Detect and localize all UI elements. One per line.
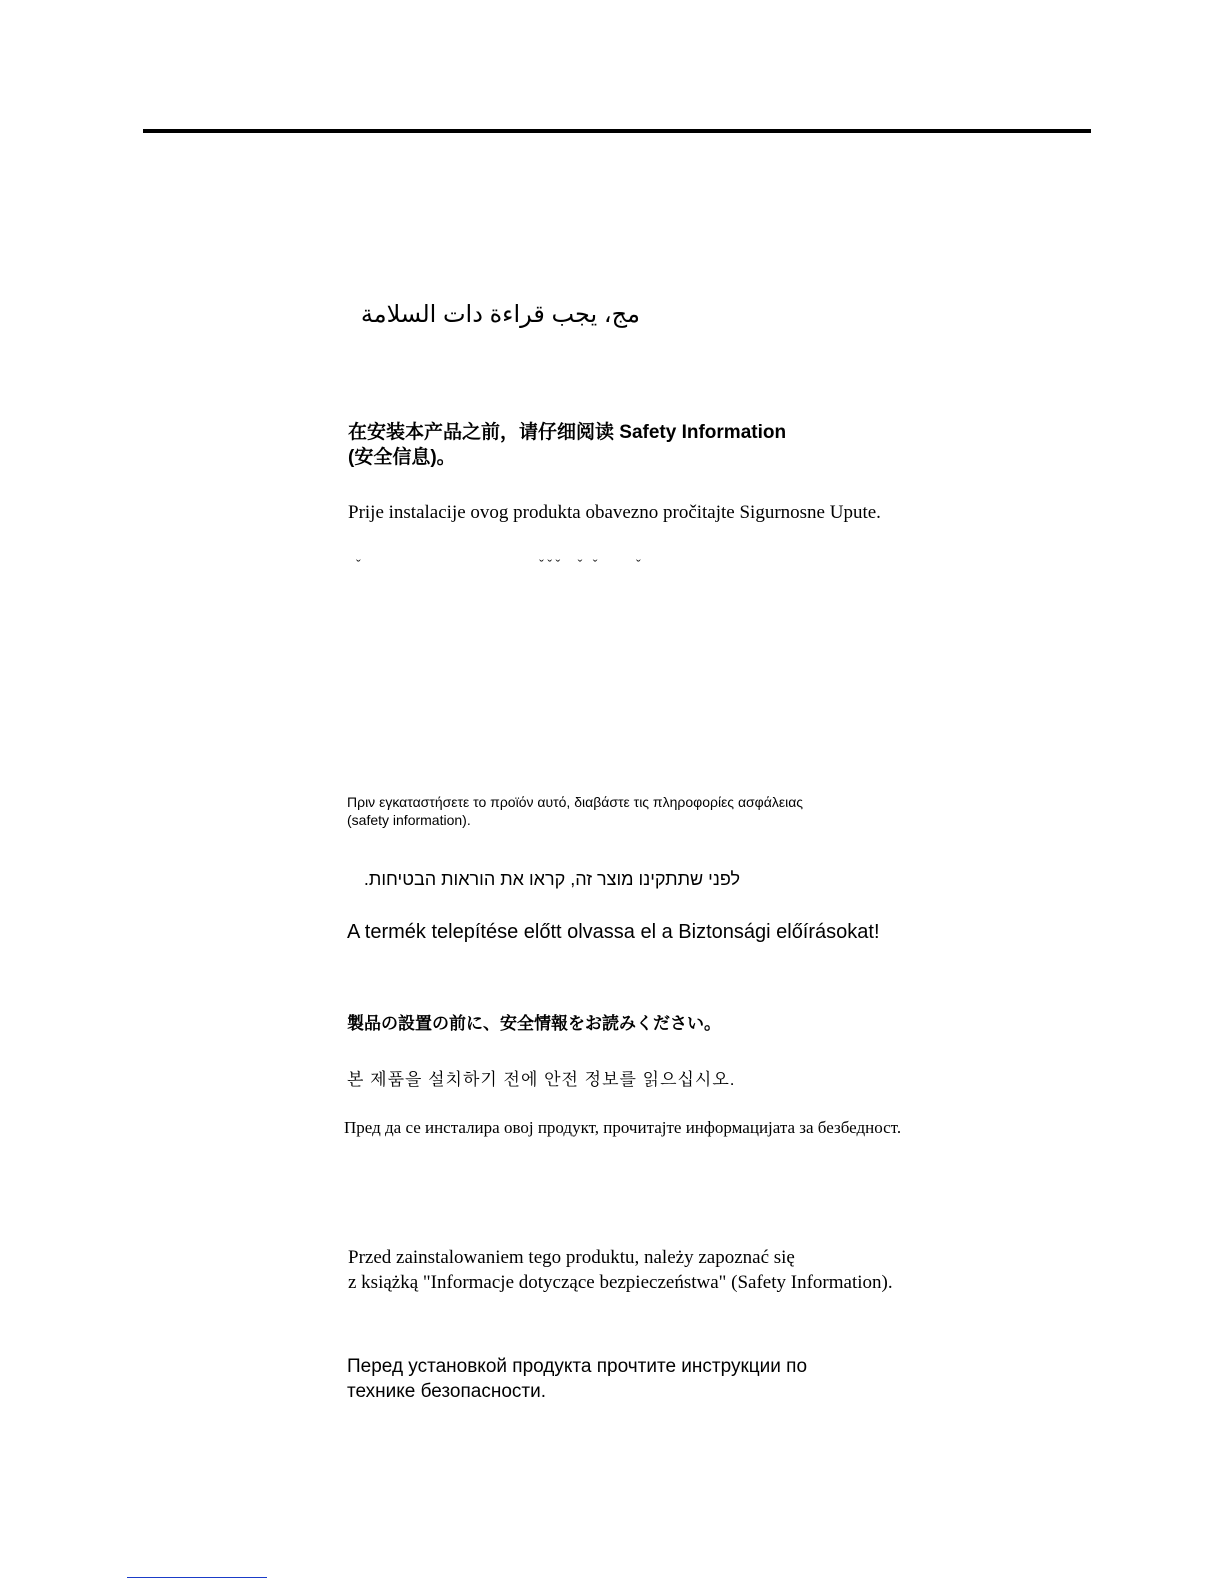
notice-chinese-line-2: (安全信息)。 <box>348 447 456 468</box>
footer-link-underline <box>127 1577 267 1578</box>
notice-polish-line-2: z książką "Informacje dotyczące bezpieczeństwa" (Safety Information). <box>348 1272 893 1293</box>
notice-macedonian: Пред да се инсталира овој продукт, прочитајте информацијата за безбедност. <box>344 1118 902 1137</box>
notice-russian <box>347 1354 807 1404</box>
notice-arabic: مج، يجب قراءة دات السلامة <box>360 301 640 328</box>
notice-polish <box>348 1245 893 1295</box>
notice-russian-line-1: Перед установкой продукта прочтите инструкции по <box>347 1356 808 1377</box>
notice-japanese: 製品の設置の前に、安全情報をお読みください。 <box>347 1014 721 1033</box>
notice-korean: 본 제품을 설치하기 전에 안전 정보를 읽으십시오. <box>347 1070 736 1089</box>
notice-chinese <box>348 420 786 470</box>
notice-hungarian: A termék telepítése előtt olvassa el a Biztonsági előírásokat! <box>347 921 880 943</box>
notice-russian-line-2: технике безопасности. <box>347 1381 547 1402</box>
notice-czech-fragment: ˇ ˇ ˇ ˇ ˇ ˇ ˇ <box>356 558 641 573</box>
notice-greek-line-1: Πριν εγκαταστήσετε το προϊόν αυτό, διαβάστε τις πληροφορίες ασφάλειας <box>347 794 804 810</box>
notice-polish-line-1: Przed zainstalowaniem tego produktu, należy zapoznać się <box>348 1247 795 1268</box>
notice-chinese-line-1: 在安装本产品之前，请仔细阅读 Safety Information <box>348 422 787 443</box>
notice-greek-line-2: (safety information). <box>347 812 471 828</box>
notice-croatian: Prije instalacije ovog produkta obavezno pročitajte Sigurnosne Upute. <box>348 502 881 523</box>
notice-hebrew: לפני שתתקינו מוצר זה, קראו את הוראות הבטיחות. <box>363 869 740 889</box>
header-rule <box>143 129 1091 133</box>
notice-greek <box>347 793 803 829</box>
